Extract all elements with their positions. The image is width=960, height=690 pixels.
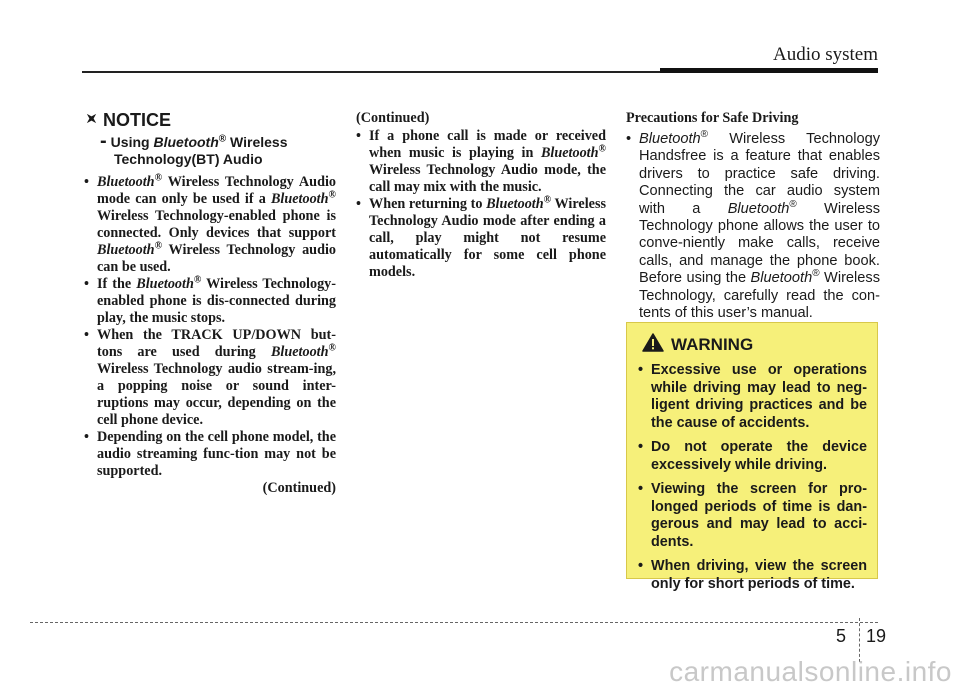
notice-column xyxy=(84,110,336,497)
list-item: • Excessive use or operations while driving may lead to neg-ligent driving practices and be the cause of accidents. xyxy=(638,362,867,432)
list-item: • If the Bluetooth® Wireless Technology-enabled phone is dis-connected during play, the music stops. xyxy=(84,276,336,327)
header-rule xyxy=(82,71,682,73)
list-item: • When the TRACK UP/DOWN but-tons are used during Bluetooth® Wireless Technology audio stream-ing, a popping noise or sound inter-ruptions may occur, depending on the cell phone device. xyxy=(84,327,336,429)
asterisk-cross-icon xyxy=(84,110,99,131)
footer-rule xyxy=(30,622,878,623)
precautions-title: Precautions for Safe Driving xyxy=(626,110,799,126)
notice-title: NOTICE xyxy=(103,110,172,130)
warning-box xyxy=(626,322,878,592)
list-item: • Viewing the screen for pro-longed periods of time is dan-gerous and may lead to acci-dents. xyxy=(638,481,867,551)
warning-heading xyxy=(642,333,867,357)
list-item: • Depending on the cell phone model, the audio streaming func-tion may not be supported. xyxy=(84,429,336,480)
chapter-number: 5 xyxy=(836,626,847,646)
continued-label: (Continued) xyxy=(356,110,430,126)
list-item: • When returning to Bluetooth® Wireless Technology Audio mode after ending a call, play might not resume automatically for some cell phone models. xyxy=(356,196,606,281)
warning-title: WARNING xyxy=(671,335,754,354)
continued-list xyxy=(356,128,606,281)
notice-heading xyxy=(84,110,336,131)
watermark: carmanualsonline.info xyxy=(669,656,952,687)
list-item: • Bluetooth® Wireless Technology Audio mode can only be used if a Bluetooth® Wireless Technology-enabled phone is connected. Only devices that support Bluetooth® Wireless Technology audio can be used. xyxy=(84,174,336,276)
list-item: • Do not operate the device excessively while driving. xyxy=(638,439,867,474)
continued-label: (Continued) xyxy=(262,480,336,496)
page-number: 19 xyxy=(866,626,887,646)
continued-column xyxy=(356,110,606,281)
list-item: • If a phone call is made or received when music is playing in Bluetooth® Wireless Technology Audio mode, the call may mix with the music. xyxy=(356,128,606,196)
notice-subheading: - Using Bluetooth® Wireless Technology(BT) Audio xyxy=(100,130,288,167)
notice-list xyxy=(84,174,336,480)
warning-triangle-icon xyxy=(642,333,664,357)
section-title: Audio system xyxy=(772,44,878,65)
header-rule-accent xyxy=(660,68,878,73)
list-item: • When driving, view the screen only for short periods of time. xyxy=(638,558,867,593)
precautions-text: • Bluetooth® Wireless Technology Handsfree is a feature that enables drivers to practice safe driving. Connecting the car audio system with a Bluetooth® Wireless Technology phone allows the user to conve-niently make calls, receive calls, and manage the phone book. Before using the Bluetooth® Wireless Technology, carefully read the con-tents of this user’s manual. xyxy=(626,131,880,322)
precautions-column xyxy=(626,110,880,322)
warning-list xyxy=(638,362,867,593)
